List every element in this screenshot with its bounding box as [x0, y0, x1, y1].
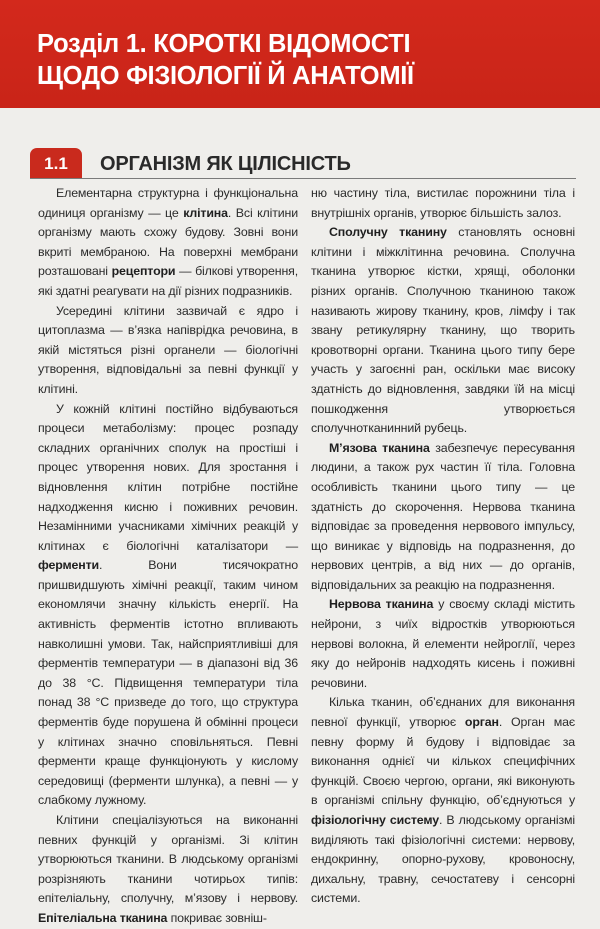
paragraph	[38, 811, 298, 929]
text-run: Клітини спеціалізуються на виконанні певних функцій у організмі. Зі клітин утворюються тканини. В людському організмі розрізняють тканини чотирьох типів: епітеліальну, сполучну, м’язову і нервову.	[38, 813, 298, 906]
paragraph	[38, 302, 298, 400]
chapter-title-line-2: ЩОДО ФІЗІОЛОГІЇ Й АНАТОМІЇ	[37, 62, 414, 90]
text-run: У кожній клітині постійно відбуваються процеси метаболізму: процес розпаду складних органічних сполук на простіші і процес утворення нових. Для зростання і відновлення клітин потрібне постійне надходження кисню і поживних речовин. Незамінними учасниками хімічних реакцій у клітинах є біологічні каталізатори —	[38, 401, 298, 553]
text-run: становлять основні клітини і міжклітинна речовина. Сполучна тканина утворює кістки, хрящі, оболонки різних органів. Сполучною тканиною також називають жирову тканину, кров, лімфу і так звану ретикулярну тканину, що творить кровотворні органи. Тканина цього типу бере участь у загоєнні ран, оскільки має високу здатність до відновлення, завдяки їй на місці пошкодження утворюється сполучнотканинний рубець.	[311, 225, 575, 436]
paragraph	[311, 693, 575, 909]
text-column-left	[38, 184, 298, 929]
key-term: орган	[464, 715, 499, 730]
paragraph	[311, 223, 575, 439]
text-run: — білкові утворення, які здатні реагувати на дії різних подразників.	[38, 264, 298, 298]
paragraph	[38, 400, 298, 811]
key-term: М’язова тканина	[329, 440, 430, 455]
key-term: фізіологічну систему	[311, 813, 439, 827]
key-term: ферменти	[38, 558, 100, 573]
paragraph	[311, 439, 575, 596]
key-term: рецептори	[111, 264, 176, 279]
text-run: Кілька тканин, об’єднаних для виконання певної функції, утворює	[311, 695, 575, 730]
section-number-badge: 1.1	[30, 148, 82, 178]
paragraph	[311, 184, 575, 223]
key-term: клітина	[183, 205, 228, 220]
chapter-title	[37, 28, 414, 92]
section-heading	[30, 147, 576, 179]
chapter-title-line-1: Розділ 1. КОРОТКІ ВІДОМОСТІ	[37, 30, 411, 58]
section-title: ОРГАНІЗМ ЯК ЦІЛІСНІСТЬ	[100, 153, 351, 175]
text-run: . Вони тисячократно пришвидшують хімічні реакції, таким чином економлячи значну кількість енергії. На активність ферментів істотно впливають навколишні умови. Так, найсприятливіші для ферментів температури — в діапазоні від 36 до 38 °C. Підвищення температури тіла понад 38 °C призведе до того, що структура ферментів буде порушена й обмінні процеси у клітинах значно сповільняться. Певні ферменти краще функціонують у кислому середовищі (ферменти шлунка), а певні — у слабкому лужному.	[38, 558, 298, 808]
text-run: Усередині клітини зазвичай є ядро і цитоплазма — в’язка напіврідка речовина, в якій містяться різні органели — біологічні утворення, відповідальні за певні функції у клітині.	[38, 303, 298, 396]
text-run: покриває зовніш-	[167, 910, 267, 925]
chapter-header-band	[0, 0, 600, 108]
text-run: Елементарна структурна і функціональна одиниця організму — це	[38, 186, 298, 220]
paragraph	[311, 595, 575, 693]
paragraph	[38, 184, 298, 302]
text-run: забезпечує пересування людини, а також рух частин її тіла. Головна особливість тканини цього типу — це здатність до скорочення. Нервова тканина відповідає за проведення нервового імпульсу, що виникає у відповідь на подразнення, до нервових центрів, а від них — до органів, відповідальних за реакцію на подразнення.	[311, 440, 575, 592]
text-run: . Всі клітини організму мають схожу будову. Зовні вони вкриті мембраною. На поверхні мембрани розташовані	[38, 205, 299, 279]
text-run: . В людському організмі виділяють такі фізіологічні системи: нервову, ендокринну, опорно-рухову, кровоносну, дихальну, травну, сечостатеву і сенсорні системи.	[311, 813, 575, 906]
text-column-right	[311, 184, 575, 909]
key-term: Сполучну тканину	[329, 225, 447, 240]
text-run: . Орган має певну форму й будову і відповідає за виконання однієї чи кількох специфічних функцій. Своєю чергою, органи, які виконують в організмі спільну функцію, об’єднуються у	[311, 715, 575, 808]
text-run: ню частину тіла, вистилає порожнини тіла і внутрішніх органів, утворює більшість залоз.	[311, 186, 575, 220]
key-term: Нервова тканина	[329, 597, 434, 612]
text-run: у своєму складі містить нейрони, з чиїх відростків утворюються нервові волокна, й елементи нейроглії, через яку до нейронів надходять кисень і поживні речовини.	[311, 597, 576, 690]
key-term: Епітеліальна тканина	[38, 910, 168, 925]
